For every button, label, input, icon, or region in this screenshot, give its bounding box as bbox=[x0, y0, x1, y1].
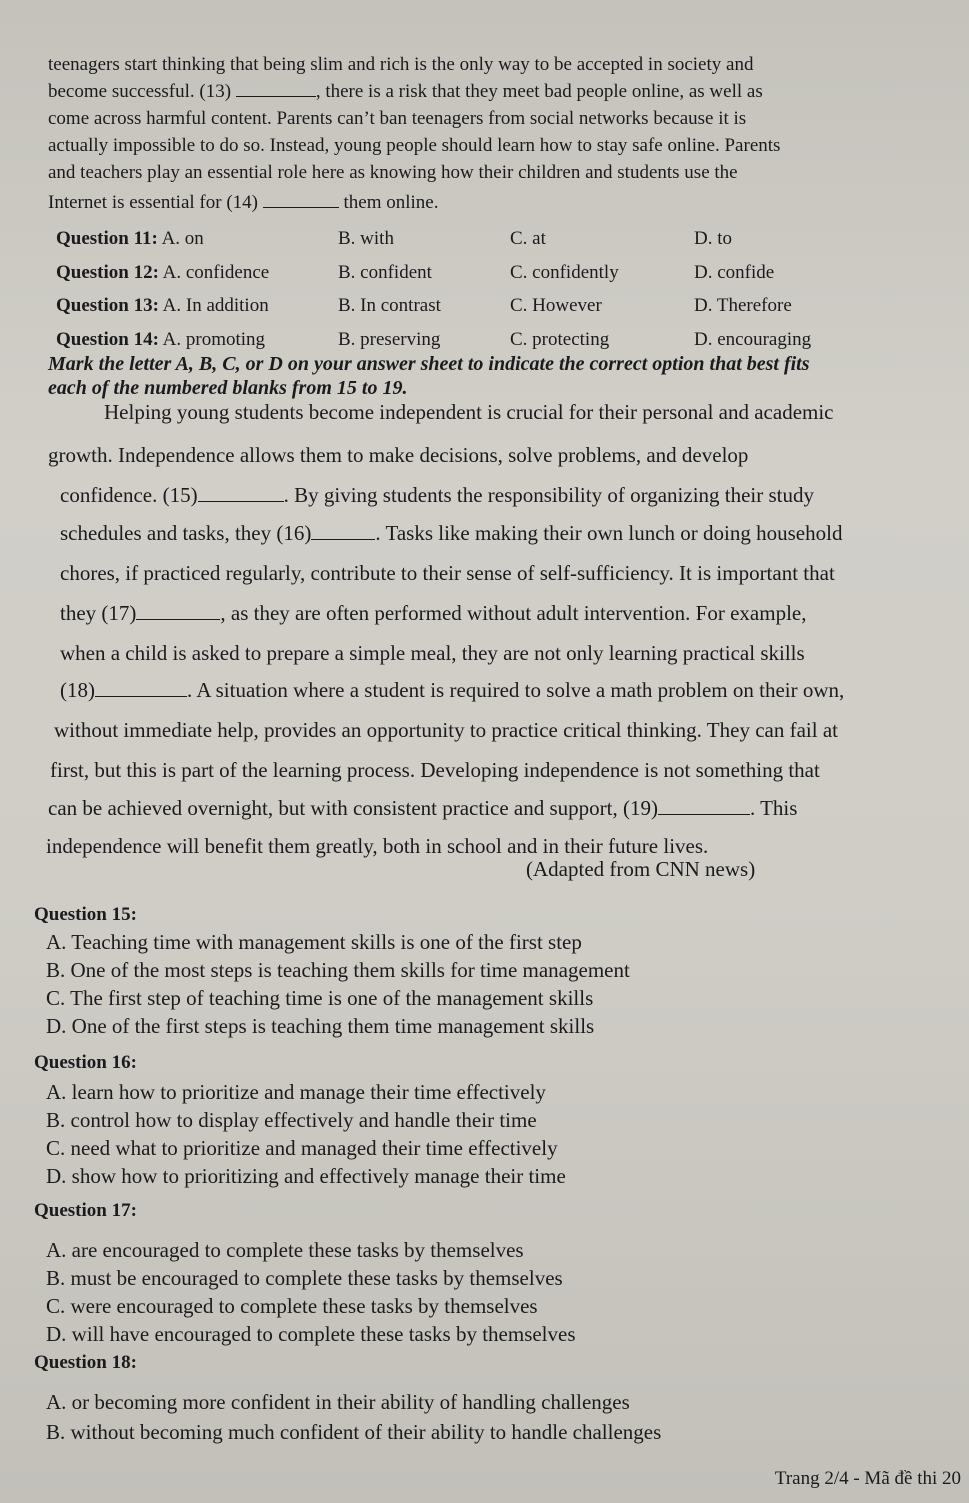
text: first, but this is part of the learning process. Developing independence is not something that bbox=[50, 758, 820, 782]
passage1-line bbox=[48, 106, 928, 132]
option-a[interactable]: A. confidence bbox=[162, 262, 270, 283]
text: teenagers start thinking that being slim and rich is the only way to be accepted in society and bbox=[48, 54, 754, 75]
text: them online. bbox=[343, 192, 439, 213]
passage2-line bbox=[48, 788, 928, 828]
passage2-line bbox=[60, 633, 940, 673]
passage2-line bbox=[60, 593, 940, 633]
option-c[interactable]: C. protecting bbox=[510, 329, 610, 350]
blank-15[interactable] bbox=[198, 500, 284, 502]
q17-option-d[interactable]: D. will have encouraged to complete these tasks by themselves bbox=[46, 1322, 576, 1346]
q15-option-d[interactable]: D. One of the first steps is teaching them time management skills bbox=[46, 1014, 595, 1038]
question-label: Question 13: bbox=[56, 295, 159, 316]
text: growth. Independence allows them to make decisions, solve problems, and develop bbox=[48, 443, 749, 467]
text: independence will benefit them greatly, both in school and in their future lives. bbox=[46, 834, 709, 858]
text: Internet is essential for (14) bbox=[48, 192, 258, 213]
blank-16[interactable] bbox=[311, 538, 375, 540]
option-a[interactable]: A. In addition bbox=[162, 295, 269, 316]
passage1-line bbox=[48, 160, 928, 186]
option-b[interactable]: B. confident bbox=[338, 262, 432, 283]
question-12 bbox=[56, 262, 936, 292]
page-footer: Trang 2/4 - Mã đề thi 20 bbox=[774, 1468, 961, 1489]
text: they (17) bbox=[60, 601, 137, 625]
text: , there is a risk that they meet bad people online, as well as bbox=[315, 81, 763, 102]
text: can be achieved overnight, but with consistent practice and support, (19) bbox=[48, 796, 658, 820]
question-11 bbox=[56, 228, 936, 258]
option-c[interactable]: C. at bbox=[510, 228, 546, 249]
question-13 bbox=[56, 295, 936, 325]
question-label: Question 12: bbox=[56, 262, 159, 283]
passage2-line bbox=[54, 710, 934, 750]
instruction-line: each of the numbered blanks from 15 to 19. bbox=[48, 377, 408, 399]
text: become successful. (13) bbox=[48, 81, 232, 102]
option-c[interactable]: C. confidently bbox=[510, 262, 619, 283]
q15-option-a[interactable]: A. Teaching time with management skills is one of the first step bbox=[46, 930, 582, 954]
text: Helping young students become independent is crucial for their personal and academic bbox=[104, 400, 834, 424]
blank-17[interactable] bbox=[136, 618, 220, 620]
option-a[interactable]: A. promoting bbox=[162, 329, 266, 350]
passage2-line bbox=[60, 553, 940, 593]
text: . By giving students the responsibility of organizing their study bbox=[283, 483, 815, 507]
q16-option-b[interactable]: B. control how to display effectively and handle their time bbox=[46, 1108, 537, 1132]
passage2-line bbox=[60, 475, 940, 515]
option-b[interactable]: B. In contrast bbox=[338, 295, 441, 316]
passage1-line bbox=[48, 52, 928, 78]
option-d[interactable]: D. confide bbox=[694, 262, 775, 283]
q18-option-a[interactable]: A. or becoming more confident in their ability of handling challenges bbox=[46, 1390, 630, 1414]
question-17-label: Question 17: bbox=[34, 1200, 137, 1221]
passage1-line bbox=[48, 79, 928, 105]
text: and teachers play an essential role here as knowing how their children and students use the bbox=[48, 162, 738, 183]
passage2-line bbox=[46, 826, 926, 866]
q16-option-a[interactable]: A. learn how to prioritize and manage their time effectively bbox=[46, 1080, 546, 1104]
text: come across harmful content. Parents can’t ban teenagers from social networks because it is bbox=[48, 108, 747, 129]
text: . A situation where a student is required to solve a math problem on their own, bbox=[187, 678, 845, 702]
passage2-line bbox=[48, 435, 928, 475]
text: confidence. (15) bbox=[60, 483, 198, 507]
q17-option-a[interactable]: A. are encouraged to complete these tasks by themselves bbox=[46, 1238, 524, 1262]
q16-option-d[interactable]: D. show how to prioritizing and effectively manage their time bbox=[46, 1164, 566, 1188]
option-a[interactable]: A. on bbox=[161, 228, 204, 249]
q15-option-b[interactable]: B. One of the most steps is teaching them skills for time management bbox=[46, 958, 630, 982]
text: without immediate help, provides an opportunity to practice critical thinking. They can fail at bbox=[54, 718, 838, 742]
text: . Tasks like making their own lunch or doing household bbox=[375, 521, 843, 545]
passage1-line bbox=[48, 133, 928, 159]
text: (18) bbox=[60, 678, 95, 702]
q16-option-c[interactable]: C. need what to prioritize and managed their time effectively bbox=[46, 1136, 558, 1160]
instruction-line: Mark the letter A, B, C, or D on your answer sheet to indicate the correct option that best fits bbox=[48, 353, 810, 375]
option-c[interactable]: C. However bbox=[510, 295, 602, 316]
text: actually impossible to do so. Instead, young people should learn how to stay safe online. Parents bbox=[48, 135, 781, 156]
source-credit: (Adapted from CNN news) bbox=[526, 857, 756, 881]
q17-option-c[interactable]: C. were encouraged to complete these tasks by themselves bbox=[46, 1294, 538, 1318]
passage2-line bbox=[60, 513, 940, 553]
text: chores, if practiced regularly, contribute to their sense of self-sufficiency. It is important that bbox=[60, 561, 835, 585]
option-b[interactable]: B. with bbox=[338, 228, 394, 249]
option-d[interactable]: D. to bbox=[694, 228, 732, 249]
text: when a child is asked to prepare a simple meal, they are not only learning practical skills bbox=[60, 641, 805, 665]
text: . This bbox=[749, 796, 798, 820]
question-label: Question 14: bbox=[56, 329, 159, 350]
question-18-label: Question 18: bbox=[34, 1352, 137, 1373]
blank-19[interactable] bbox=[658, 813, 750, 815]
option-d[interactable]: D. Therefore bbox=[694, 295, 792, 316]
passage2-line bbox=[60, 670, 940, 710]
text: , as they are often performed without adult intervention. For example, bbox=[220, 601, 807, 625]
blank-18[interactable] bbox=[95, 695, 187, 697]
blank-14 bbox=[263, 206, 339, 208]
text: schedules and tasks, they (16) bbox=[60, 521, 312, 545]
option-b[interactable]: B. preserving bbox=[338, 329, 441, 350]
passage2-line bbox=[104, 392, 969, 432]
passage1-line bbox=[48, 190, 928, 216]
question-15-label: Question 15: bbox=[34, 904, 137, 925]
q15-option-c[interactable]: C. The first step of teaching time is one of the management skills bbox=[46, 986, 594, 1010]
q17-option-b[interactable]: B. must be encouraged to complete these tasks by themselves bbox=[46, 1266, 563, 1290]
blank-13 bbox=[236, 95, 316, 97]
question-16-label: Question 16: bbox=[34, 1052, 137, 1073]
option-d[interactable]: D. encouraging bbox=[694, 329, 812, 350]
question-label: Question 11: bbox=[56, 228, 158, 249]
q18-option-b[interactable]: B. without becoming much confident of their ability to handle challenges bbox=[46, 1420, 662, 1444]
passage2-line bbox=[50, 750, 930, 790]
